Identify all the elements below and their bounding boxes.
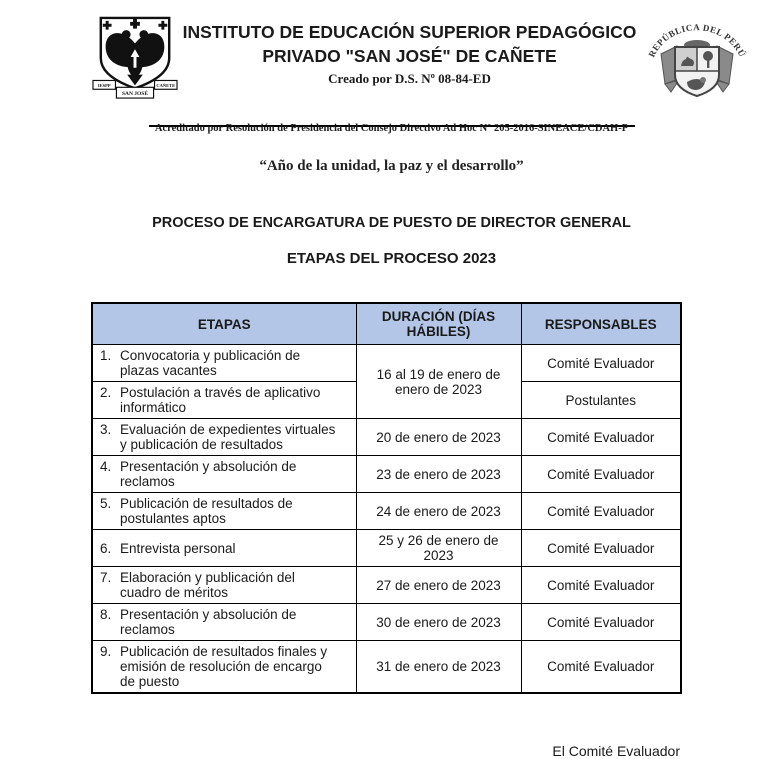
etapa-cell [92, 419, 356, 456]
duration-cell: 31 de enero de 2023 [356, 641, 521, 694]
etapa-number: 4. [100, 459, 112, 474]
responsible-cell: Comité Evaluador [521, 604, 681, 641]
table-row [92, 604, 681, 641]
responsible-cell: Postulantes [521, 382, 681, 419]
column-header-etapas: ETAPAS [92, 303, 356, 345]
table-row [92, 530, 681, 567]
crest-banner-center: SAN JOSÉ [122, 91, 148, 98]
responsible-cell: Comité Evaluador [521, 567, 681, 604]
etapa-text: Presentación y absolución de reclamos [120, 459, 297, 489]
etapa-number: 8. [100, 607, 112, 622]
etapa-number: 6. [100, 540, 112, 556]
table-row [92, 641, 681, 694]
etapa-cell [92, 456, 356, 493]
etapa-cell [92, 382, 356, 419]
etapa-text: Entrevista personal [120, 540, 236, 556]
school-crest-logo [92, 12, 178, 109]
duration-cell: 16 al 19 de enero de enero de 2023 [356, 345, 521, 419]
etapa-cell [92, 641, 356, 694]
etapa-number: 7. [100, 570, 112, 585]
etapa-cell [92, 493, 356, 530]
etapa-text: Publicación de resultados de postulantes aptos [120, 496, 293, 526]
responsible-cell: Comité Evaluador [521, 419, 681, 456]
etapa-text: Publicación de resultados finales y emisión de resolución de encargo de puesto [120, 644, 328, 689]
etapa-text: Presentación y absolución de reclamos [120, 607, 297, 637]
duration-cell: 30 de enero de 2023 [356, 604, 521, 641]
etapa-cell [92, 530, 356, 567]
institute-name-line1: INSTITUTO DE EDUCACIÓN SUPERIOR PEDAGÓGICO [182, 22, 637, 42]
letterhead [0, 0, 783, 119]
duration-cell: 27 de enero de 2023 [356, 567, 521, 604]
etapa-cell [92, 604, 356, 641]
crest-banner-left: IESPP [97, 83, 111, 89]
table-row [92, 567, 681, 604]
crest-banner-right: CAÑETE [156, 83, 176, 89]
table-row [92, 456, 681, 493]
responsible-cell: Comité Evaluador [521, 456, 681, 493]
responsible-cell: Comité Evaluador [521, 493, 681, 530]
year-motto: “Año de la unidad, la paz y el desarrollo” [259, 158, 524, 174]
etapa-number: 5. [100, 496, 112, 511]
responsible-cell: Comité Evaluador [521, 641, 681, 694]
table-row [92, 419, 681, 456]
accreditation-line: Acreditado por Resolución de Presidencia del Consejo Directivo Ad Hoc N° 205-2016-SINEACE/CDAH-P [154, 123, 629, 134]
decree-line: Creado por D.S. Nº 08-84-ED [328, 71, 491, 86]
signature-line: El Comité Evaluador [552, 743, 680, 759]
etapa-text: Elaboración y publicación del cuadro de méritos [120, 570, 295, 600]
etapa-text: Postulación a través de aplicativo informático [120, 385, 321, 415]
column-header-responsables: RESPONSABLES [521, 303, 681, 345]
etapa-number: 9. [100, 644, 112, 659]
etapa-number: 1. [100, 348, 112, 363]
school-crest-icon [92, 12, 178, 104]
peru-arc-text: REPÚBLICA DEL PERÚ [646, 22, 748, 59]
etapa-cell [92, 345, 356, 382]
table-header-row [92, 303, 681, 345]
duration-cell: 24 de enero de 2023 [356, 493, 521, 530]
letterhead-text [178, 12, 641, 87]
peru-coat-of-arms-icon [641, 14, 753, 114]
etapa-text: Evaluación de expedientes virtuales y publicación de resultados [120, 422, 336, 452]
process-title: PROCESO DE ENCARGATURA DE PUESTO DE DIRECTOR GENERAL [152, 215, 631, 231]
etapa-cell [92, 567, 356, 604]
table-row [92, 493, 681, 530]
stages-table [91, 302, 682, 694]
duration-cell: 25 y 26 de enero de 2023 [356, 530, 521, 567]
stages-title: ETAPAS DEL PROCESO 2023 [286, 250, 497, 267]
table-row [92, 345, 681, 382]
responsible-cell: Comité Evaluador [521, 530, 681, 567]
etapa-number: 3. [100, 422, 112, 437]
responsible-cell: Comité Evaluador [521, 345, 681, 382]
duration-cell: 20 de enero de 2023 [356, 419, 521, 456]
column-header-duracion: DURACIÓN (DÍAS HÁBILES) [356, 303, 521, 345]
etapa-number: 2. [100, 385, 112, 400]
duration-cell: 23 de enero de 2023 [356, 456, 521, 493]
institute-name-line2: PRIVADO "SAN JOSÉ" DE CAÑETE [262, 46, 557, 66]
etapa-text: Convocatoria y publicación de plazas vacantes [120, 348, 301, 378]
peru-coat-of-arms-logo [641, 14, 753, 119]
